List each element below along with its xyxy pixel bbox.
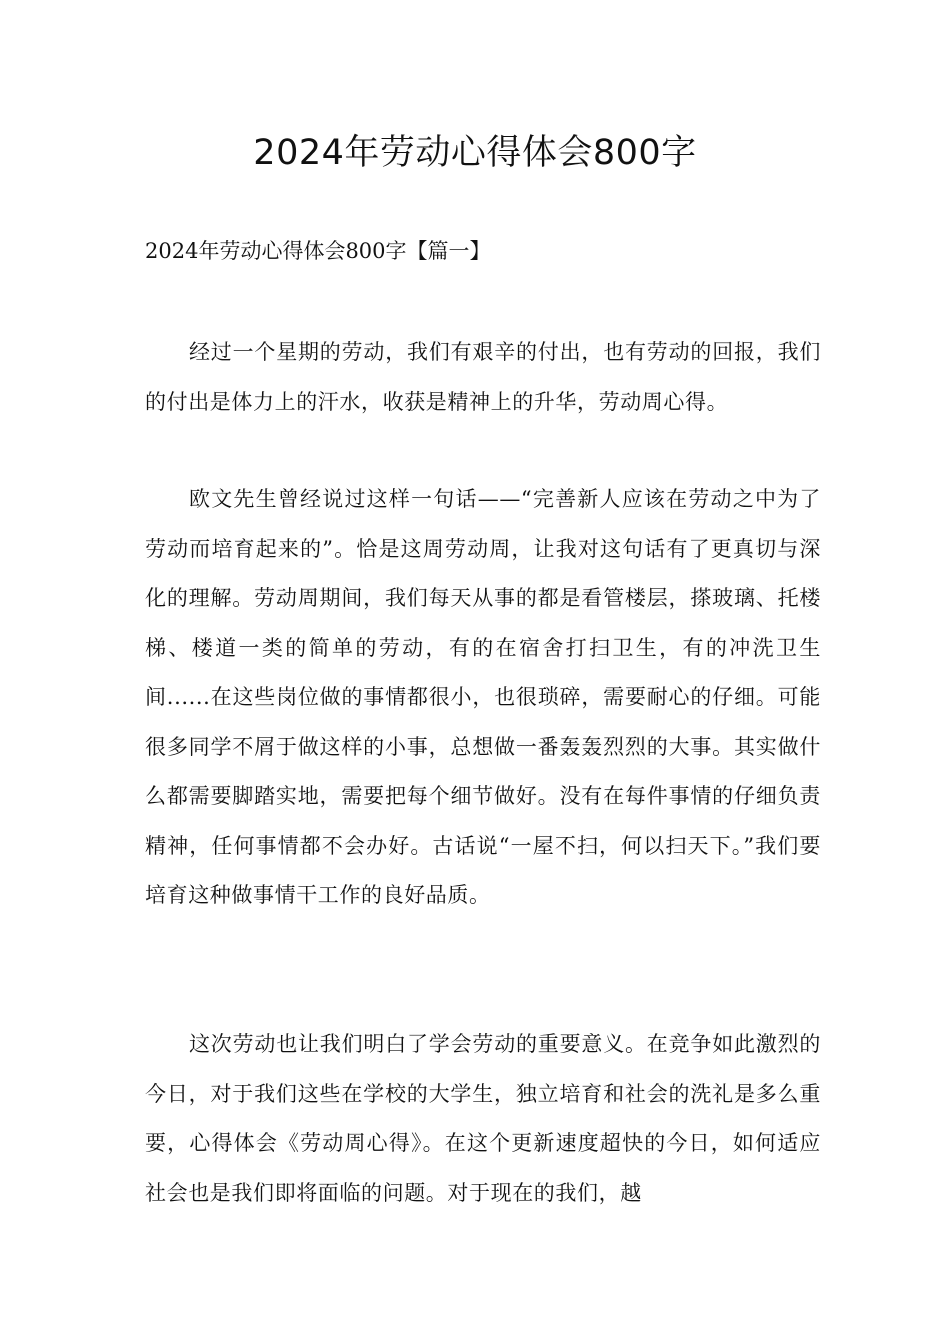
paragraph-3: 这次劳动也让我们明白了学会劳动的重要意义。在竞争如此激烈的今日，对于我们这些在学校的大学生，独立培育和社会的洗礼是多么重要，心得体会《劳动周心得》。在这个更新速度超快的今日，如何适应社会也是我们即将面临的问题。对于现在的我们，越: [145, 1032, 821, 1205]
paragraph-2: 欧文先生曾经说过这样一句话——“完善新人应该在劳动之中为了劳动而培育起来的”。恰是这周劳动周，让我对这句话有了更真切与深化的理解。劳动周期间，我们每天从事的都是看管楼层，搽玻璃、托楼梯、楼道一类的简单的劳动，有的在宿舍打扫卫生，有的冲洗卫生间......在这些岗位做的事情都很小，也很琐碎，需要耐心的仔细。可能很多同学不屑于做这样的小事，总想做一番轰轰烈烈的大事。其实做什么都需要脚踏实地，需要把每个细节做好。没有在每件事情的仔细负责精神，任何事情都不会办好。古话说“一屋不扫，何以扫天下。”我们要培育这种做事情干工作的良好品质。: [145, 487, 821, 907]
paragraph-1: 经过一个星期的劳动，我们有艰辛的付出，也有劳动的回报，我们的付出是体力上的汗水，收获是精神上的升华，劳动周心得。: [145, 340, 821, 414]
section-heading: 2024年劳动心得体会800字【篇一】: [145, 239, 491, 263]
document-title: 2024年劳动心得体会800字: [253, 133, 697, 173]
